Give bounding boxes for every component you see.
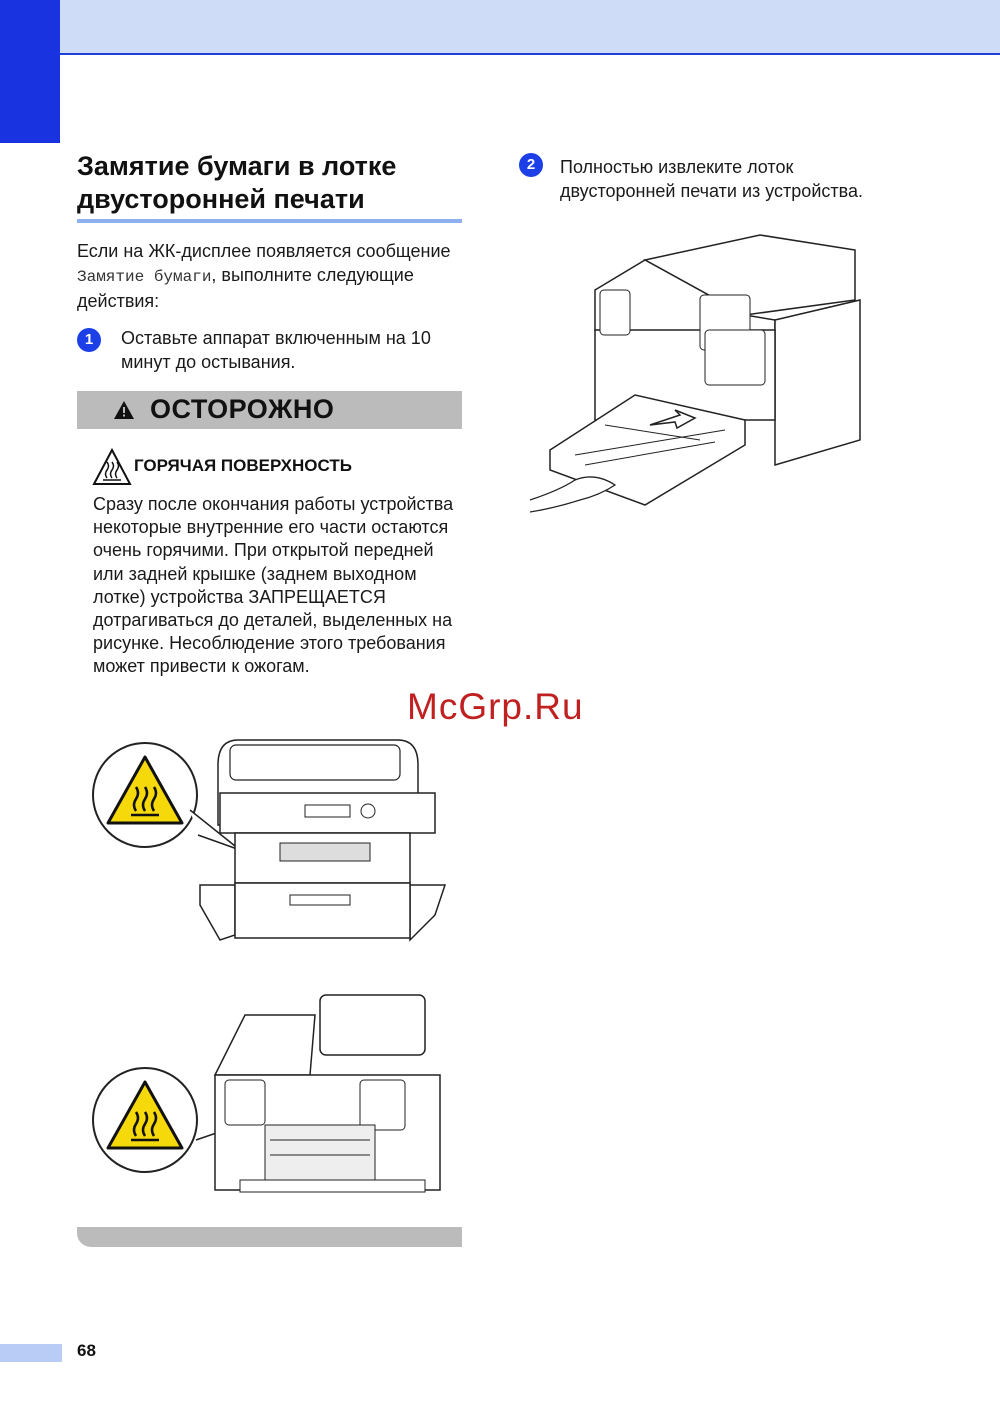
caution-header — [77, 391, 462, 429]
warning-triangle-icon — [113, 400, 135, 420]
machine-front-illustration — [90, 735, 450, 945]
caution-title: ОСТОРОЖНО — [150, 394, 335, 424]
intro-text-before: Если на ЖК-дисплее появляется сообщение — [77, 241, 451, 261]
hot-surface-text: Сразу после окончания работы устройства некоторые внутренние его части остаются очень горячими. При открытой передней или задней крышке (заднем выходном лотке) устройства ЗАПРЕЩАЕТСЯ дотрагиваться до деталей, выделенных на рисунке. Несоблюдение этого требования может привести к ожогам. — [93, 494, 454, 677]
page-header-rule — [60, 53, 1000, 55]
lcd-message: Замятие бумаги — [77, 268, 212, 286]
watermark: McGrp.Ru — [407, 686, 584, 727]
chapter-tab — [0, 0, 60, 143]
step-2-badge: 2 — [519, 153, 543, 177]
page-number: 68 — [77, 1341, 96, 1360]
caution-footer — [77, 1227, 462, 1247]
machine-rear-illustration — [90, 990, 450, 1200]
step-1-badge: 1 — [77, 328, 101, 352]
hot-surface-title: ГОРЯЧАЯ ПОВЕРХНОСТЬ — [134, 456, 352, 475]
intro-text-after: , выполните следующие действия: — [77, 265, 414, 311]
title-underline — [77, 219, 462, 223]
page-header-band — [0, 0, 1000, 55]
section-title: Замятие бумаги в лотке двусторонней печати — [77, 151, 397, 214]
step-2-text: Полностью извлеките лоток двусторонней печати из устройства. — [560, 157, 863, 201]
step-1-text: Оставьте аппарат включенным на 10 минут до остывания. — [121, 328, 431, 372]
duplex-tray-illustration — [525, 230, 875, 530]
intro-paragraph — [77, 239, 467, 313]
hot-surface-icon — [92, 448, 132, 486]
page-footer-band — [0, 1344, 62, 1362]
